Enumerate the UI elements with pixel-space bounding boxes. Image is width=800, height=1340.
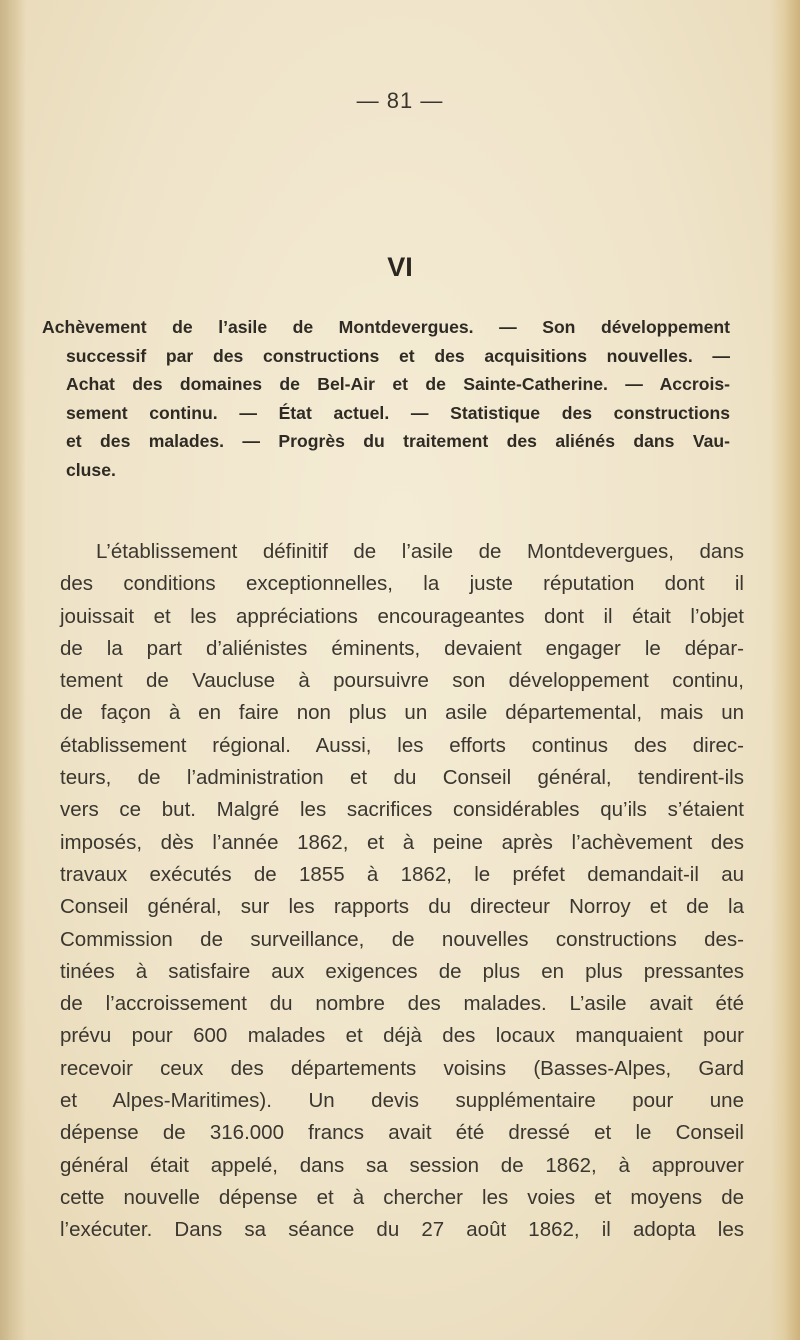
body-line: Conseil général, sur les rapports du directeur Norroy et de la [60, 895, 744, 919]
chapter-heading: VI [387, 252, 413, 282]
body-line: et Alpes-Maritimes). Un devis supplémentaire pour une [60, 1089, 744, 1113]
body-line: teurs, de l’administration et du Conseil général, tendirent-ils [60, 766, 744, 790]
body-line: de l’accroissement du nombre des malades. L’asile avait été [60, 992, 744, 1016]
body-line: des conditions exceptionnelles, la juste réputation dont il [60, 572, 744, 596]
body-line: général était appelé, dans sa session de 1862, à approuver [60, 1153, 744, 1177]
body-line: tement de Vaucluse à poursuivre son développement continu, [60, 669, 744, 693]
body-line: de la part d’aliénistes éminents, devaient engager le dépar- [60, 636, 744, 660]
body-line: recevoir ceux des départements voisins (Basses-Alpes, Gard [60, 1056, 744, 1080]
body-line: travaux exécutés de 1855 à 1862, le préfet demandait-il au [60, 862, 744, 886]
body-line: jouissait et les appréciations encourageantes dont il était l’objet [60, 604, 744, 628]
body-line: L’établissement définitif de l’asile de Montdevergues, dans [96, 540, 744, 563]
body-line: imposés, dès l’année 1862, et à peine après l’achèvement des [60, 830, 744, 854]
body-line: cette nouvelle dépense et à chercher les voies et moyens de [60, 1185, 744, 1209]
page-number: — 81 — [356, 88, 444, 113]
body-line: prévu pour 600 malades et déjà des locaux manquaient pour [60, 1024, 744, 1048]
chapter-summary [42, 313, 730, 484]
body-line: dépense de 316.000 francs avait été dressé et le Conseil [60, 1121, 744, 1145]
body-line: tinées à satisfaire aux exigences de plus en plus pressantes [60, 959, 744, 983]
body-line: vers ce but. Malgré les sacrifices considérables qu’ils s’étaient [60, 798, 744, 822]
summary-line: Achat des domaines de Bel-Air et de Sainte-Catherine. — Accrois- [66, 374, 730, 394]
summary-line: sement continu. — État actuel. — Statistique des constructions [66, 402, 730, 423]
body-line: Commission de surveillance, de nouvelles constructions des- [60, 927, 744, 951]
summary-line: Achèvement de l’asile de Montdevergues. — Son développement [42, 317, 730, 337]
body-line: établissement régional. Aussi, les efforts continus des direc- [60, 733, 744, 757]
summary-line: cluse. [66, 459, 116, 480]
body-line: l’exécuter. Dans sa séance du 27 août 1862, il adopta les [60, 1218, 744, 1242]
page-edge-right [770, 0, 800, 1340]
summary-line: et des malades. — Progrès du traitement des aliénés dans Vau- [66, 431, 730, 451]
body-line: de façon à en faire non plus un asile départemental, mais un [60, 701, 744, 725]
page-edge-left [0, 0, 26, 1340]
body-paragraph [60, 536, 744, 1247]
summary-line: successif par des constructions et des acquisitions nouvelles. — [66, 345, 730, 366]
